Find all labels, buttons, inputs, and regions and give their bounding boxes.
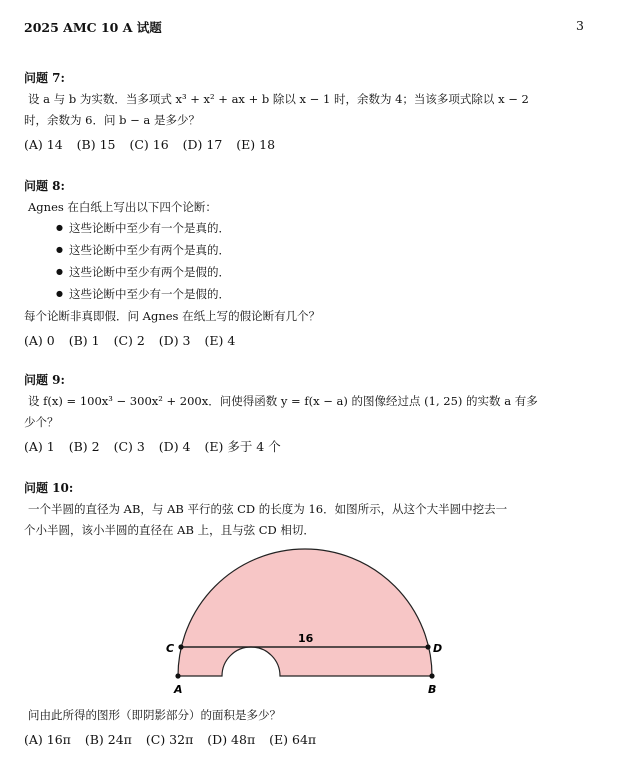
choice-e: (E) 4 xyxy=(204,333,236,348)
question-8-question: 每个论断非真即假．问 Agnes 在纸上写的假论断有几个？ xyxy=(24,309,321,323)
question-7 xyxy=(24,68,594,155)
statement-item: ● 这些论断中至少有一个是假的． xyxy=(56,284,594,306)
page-number: 3 xyxy=(576,18,584,33)
question-10-choices xyxy=(24,729,594,750)
choice-b: (B) 24π xyxy=(84,732,132,747)
question-9-line-1: 设 f(x) = 100x³ − 300x² + 200x．问使得函数 y = f(x − a) 的图像经过点 (1, 25) 的实数 a 有多 xyxy=(28,394,538,408)
semicircle-figure xyxy=(0,540,622,700)
label-b: B xyxy=(428,683,437,696)
question-10-title: 问题 10: xyxy=(24,481,74,495)
choice-e: (E) 18 xyxy=(236,137,276,152)
choice-a: (A) 0 xyxy=(24,333,55,348)
choice-e: (E) 64π xyxy=(269,732,317,747)
question-10 xyxy=(24,478,594,541)
label-a: A xyxy=(174,683,183,696)
choice-e: (E) 多于 4 个 xyxy=(204,439,281,454)
question-10-line-2: 个小半圆，该小半圆的直径在 AB 上，且与弦 CD 相切． xyxy=(24,523,315,537)
choice-b: (B) 15 xyxy=(76,137,116,152)
label-c: C xyxy=(166,642,175,655)
choice-c: (C) 2 xyxy=(113,333,145,348)
choice-d: (D) 4 xyxy=(158,439,191,454)
point-b xyxy=(429,673,434,678)
choice-a: (A) 16π xyxy=(24,732,71,747)
question-8-intro: Agnes 在白纸上写出以下四个论断： xyxy=(28,200,217,214)
header-title: 2025 AMC 10 A 试题 xyxy=(24,20,162,35)
point-a xyxy=(175,673,180,678)
chord-length-label: 16 xyxy=(298,632,314,645)
choice-a: (A) 1 xyxy=(24,439,55,454)
question-9-line-2: 少个？ xyxy=(24,415,59,429)
question-7-choices xyxy=(24,134,594,155)
choice-b: (B) 2 xyxy=(68,439,100,454)
question-9-choices xyxy=(24,436,594,457)
statement-list xyxy=(24,218,594,306)
choice-d: (D) 17 xyxy=(182,137,223,152)
statement-item: ● 这些论断中至少有两个是真的． xyxy=(56,240,594,262)
question-10-ask xyxy=(24,705,594,750)
choice-b: (B) 1 xyxy=(68,333,100,348)
point-d xyxy=(425,644,430,649)
question-8 xyxy=(24,176,594,351)
label-d: D xyxy=(433,642,443,655)
shaded-region xyxy=(178,549,432,676)
statement-item: ● 这些论断中至少有两个是假的． xyxy=(56,262,594,284)
question-9 xyxy=(24,370,594,457)
statement-item: ● 这些论断中至少有一个是真的． xyxy=(56,218,594,240)
choice-d: (D) 3 xyxy=(158,333,191,348)
choice-c: (C) 16 xyxy=(129,137,169,152)
choice-d: (D) 48π xyxy=(207,732,256,747)
question-10-line-1: 一个半圆的直径为 AB，与 AB 平行的弦 CD 的长度为 16．如图所示，从这个大半圆中挖去一 xyxy=(28,502,508,516)
question-7-title: 问题 7: xyxy=(24,71,65,85)
question-7-line-1: 设 a 与 b 为实数．当多项式 x³ + x² + ax + b 除以 x − 1 时，余数为 4；当该多项式除以 x − 2 xyxy=(28,92,529,106)
question-9-title: 问题 9: xyxy=(24,373,65,387)
question-10-question: 问由此所得的图形（即阴影部分）的面积是多少？ xyxy=(28,708,281,722)
page-header xyxy=(24,18,584,36)
choice-a: (A) 14 xyxy=(24,137,63,152)
choice-c: (C) 32π xyxy=(145,732,194,747)
question-8-title: 问题 8: xyxy=(24,179,65,193)
point-c xyxy=(178,644,183,649)
question-7-line-2: 时，余数为 6．问 b − a 是多少？ xyxy=(24,113,200,127)
question-8-choices xyxy=(24,330,594,351)
choice-c: (C) 3 xyxy=(113,439,145,454)
